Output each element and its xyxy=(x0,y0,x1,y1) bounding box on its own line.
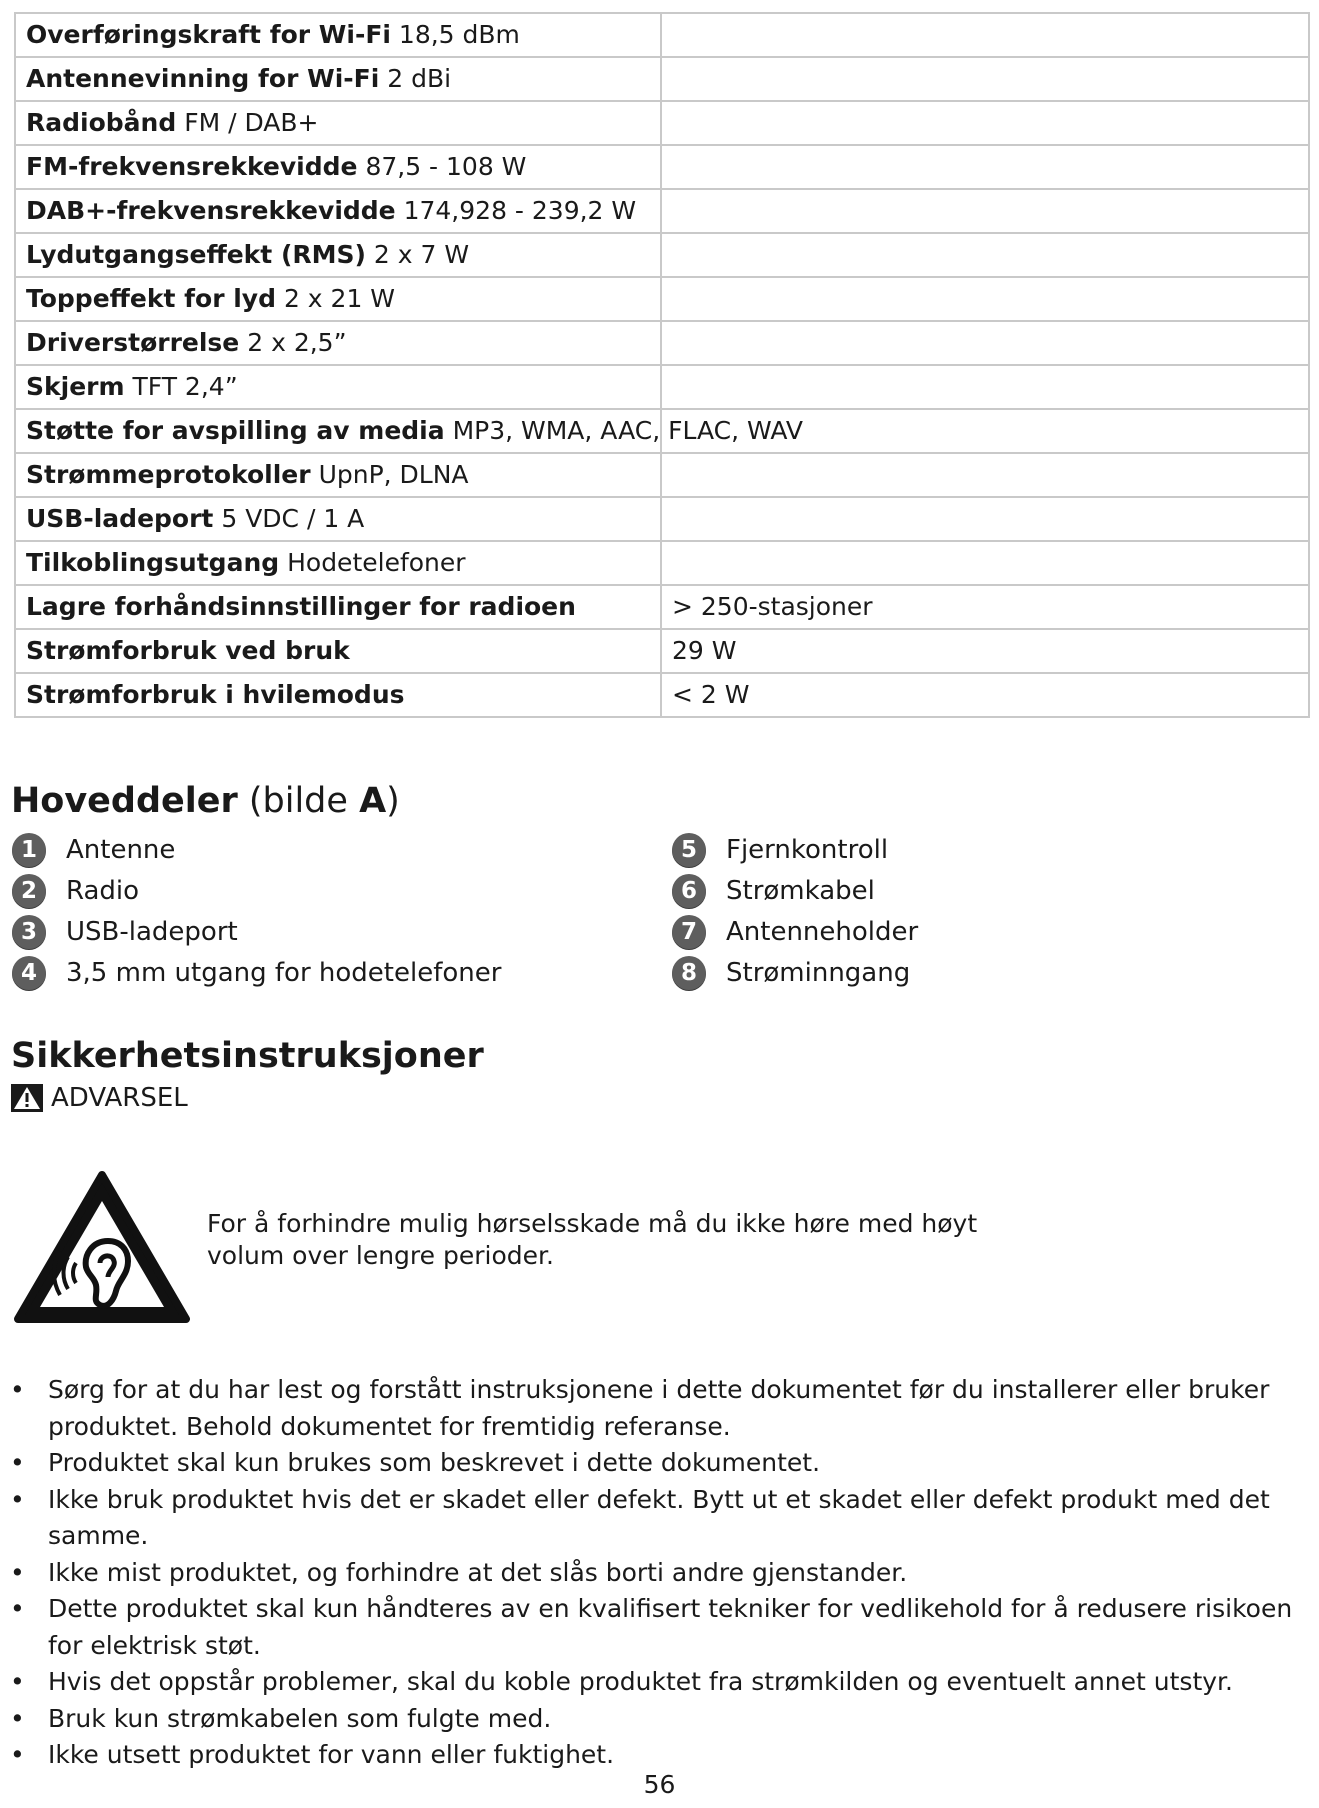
number-badge: 6 xyxy=(672,874,706,908)
spec-value: 2 x 21 W xyxy=(283,284,396,313)
spec-cell-empty xyxy=(661,277,1309,321)
heading-bold: Hoveddeler xyxy=(11,781,238,821)
spec-label: Strømmeprotokoller xyxy=(26,460,311,489)
spec-label: Radiobånd xyxy=(26,108,177,137)
spec-cell-empty xyxy=(661,453,1309,497)
part-label: USB-ladeport xyxy=(66,917,238,947)
list-item xyxy=(12,912,238,952)
spec-value-cell: > 250-stasjoner xyxy=(661,585,1309,629)
part-label: Strømkabel xyxy=(726,876,875,906)
spec-cell-empty xyxy=(661,365,1309,409)
list-item: • Ikke mist produktet, og forhindre at det slås borti andre gjenstander. xyxy=(8,1555,1308,1592)
hearing-damage-warning-icon xyxy=(12,1167,192,1327)
spec-cell-empty xyxy=(661,233,1309,277)
page-number: 56 xyxy=(643,1770,676,1799)
list-item xyxy=(672,871,875,911)
spec-cell xyxy=(15,189,661,233)
table-row xyxy=(15,629,1309,673)
spec-cell xyxy=(15,673,661,717)
spec-label: Toppeffekt for lyd xyxy=(26,284,276,313)
spec-label: USB-ladeport xyxy=(26,504,214,533)
table-row xyxy=(15,189,1309,233)
number-badge: 2 xyxy=(12,874,46,908)
warning-label: ADVARSEL xyxy=(51,1083,188,1113)
spec-cell xyxy=(15,145,661,189)
number-badge: 3 xyxy=(12,915,46,949)
part-label: Strøminngang xyxy=(726,958,911,988)
spec-label: Strømforbruk ved bruk xyxy=(26,636,350,665)
list-item xyxy=(672,953,910,993)
number-badge: 7 xyxy=(672,915,706,949)
spec-label: Skjerm xyxy=(26,372,125,401)
part-label: Radio xyxy=(66,876,140,906)
spec-cell xyxy=(15,13,661,57)
spec-table xyxy=(14,12,1310,718)
table-row xyxy=(15,453,1309,497)
spec-cell-empty xyxy=(661,497,1309,541)
spec-label: DAB+-frekvensrekkevidde xyxy=(26,196,396,225)
spec-cell xyxy=(15,629,661,673)
list-item xyxy=(12,871,139,911)
safety-list xyxy=(8,1372,1308,1774)
spec-label: Lydutgangseffekt (RMS) xyxy=(26,240,366,269)
list-item: • Sørg for at du har lest og forstått instruksjonene i dette dokumentet før du installerer eller bruker produktet. Behold dokumentet for fremtidig referanse. xyxy=(8,1372,1308,1445)
list-item xyxy=(672,830,888,870)
spec-cell xyxy=(15,497,661,541)
spec-cell-empty xyxy=(661,189,1309,233)
spec-cell xyxy=(15,585,661,629)
spec-label: Lagre forhåndsinnstillinger for radioen xyxy=(26,592,576,621)
heading-pre: (bilde xyxy=(237,781,360,821)
heading-post: ) xyxy=(386,781,400,821)
list-item: • Ikke utsett produktet for vann eller fuktighet. xyxy=(8,1737,1308,1774)
spec-cell xyxy=(15,453,661,497)
spec-label: Strømforbruk i hvilemodus xyxy=(26,680,405,709)
spec-value: 18,5 dBm xyxy=(398,20,520,49)
table-row xyxy=(15,541,1309,585)
list-item: • Produktet skal kun brukes som beskrevet i dette dokumentet. xyxy=(8,1445,1308,1482)
spec-value: MP3, WMA, AAC, FLAC, WAV xyxy=(452,416,803,445)
table-row xyxy=(15,585,1309,629)
list-item: • Hvis det oppstår problemer, skal du koble produktet fra strømkilden og eventuelt annet utstyr. xyxy=(8,1664,1308,1701)
spec-cell xyxy=(15,57,661,101)
spec-cell-empty xyxy=(661,321,1309,365)
spec-label: Antennevinning for Wi-Fi xyxy=(26,64,380,93)
spec-cell-empty xyxy=(661,145,1309,189)
list-item xyxy=(672,912,918,952)
hearing-line-1: For å forhindre mulig hørselsskade må du ikke høre med høyt xyxy=(207,1209,978,1238)
table-row xyxy=(15,13,1309,57)
spec-value: UpnP, DLNA xyxy=(318,460,469,489)
number-badge: 4 xyxy=(12,956,46,990)
spec-value-cell: < 2 W xyxy=(661,673,1309,717)
spec-label: Tilkoblingsutgang xyxy=(26,548,280,577)
spec-cell-empty xyxy=(661,13,1309,57)
spec-cell xyxy=(15,277,661,321)
part-label: Fjernkontroll xyxy=(726,835,889,865)
spec-label: FM-frekvensrekkevidde xyxy=(26,152,358,181)
spec-label: Overføringskraft for Wi-Fi xyxy=(26,20,391,49)
spec-value: 2 x 2,5” xyxy=(247,328,347,357)
spec-cell xyxy=(15,365,661,409)
list-item xyxy=(12,953,501,993)
safety-heading: Sikkerhetsinstruksjoner xyxy=(11,1036,484,1076)
table-row xyxy=(15,145,1309,189)
hearing-line-2: volum over lengre perioder. xyxy=(207,1241,554,1270)
spec-cell xyxy=(15,101,661,145)
spec-value: 5 VDC / 1 A xyxy=(221,504,365,533)
spec-cell xyxy=(15,541,661,585)
table-row xyxy=(15,57,1309,101)
table-row xyxy=(15,365,1309,409)
number-badge: 8 xyxy=(672,956,706,990)
spec-value: TFT 2,4” xyxy=(132,372,238,401)
spec-cell xyxy=(15,321,661,365)
spec-cell-empty xyxy=(661,101,1309,145)
spec-cell xyxy=(15,409,803,453)
spec-value: 87,5 - 108 W xyxy=(365,152,527,181)
list-item xyxy=(12,830,175,870)
warning-label-line xyxy=(11,1083,188,1113)
spec-value: Hodetelefoner xyxy=(287,548,466,577)
table-row xyxy=(15,101,1309,145)
table-row xyxy=(15,321,1309,365)
spec-cell-empty xyxy=(661,57,1309,101)
table-row xyxy=(15,233,1309,277)
table-row xyxy=(15,277,1309,321)
spec-value: 174,928 - 239,2 W xyxy=(403,196,637,225)
spec-value: 2 x 7 W xyxy=(373,240,470,269)
spec-value: 2 dBi xyxy=(387,64,452,93)
heading-letter: A xyxy=(359,781,387,821)
spec-label: Driverstørrelse xyxy=(26,328,240,357)
part-label: 3,5 mm utgang for hodetelefoner xyxy=(66,958,502,988)
spec-value-cell: 29 W xyxy=(661,629,1309,673)
list-item: • Dette produktet skal kun håndteres av en kvalifisert tekniker for vedlikehold for å redusere risikoen for elektrisk støt. xyxy=(8,1591,1308,1664)
warning-triangle-icon xyxy=(11,1084,43,1112)
spec-cell-empty xyxy=(661,541,1309,585)
list-item: • Ikke bruk produktet hvis det er skadet eller defekt. Bytt ut et skadet eller defekt produkt med det samme. xyxy=(8,1482,1308,1555)
part-label: Antenneholder xyxy=(726,917,919,947)
number-badge: 1 xyxy=(12,833,46,867)
table-row xyxy=(15,497,1309,541)
spec-cell xyxy=(15,233,661,277)
table-row xyxy=(15,409,1309,453)
table-row xyxy=(15,673,1309,717)
hearing-warning-text xyxy=(207,1208,987,1272)
main-parts-heading xyxy=(11,781,400,821)
part-label: Antenne xyxy=(66,835,176,865)
list-item: • Bruk kun strømkabelen som fulgte med. xyxy=(8,1701,1308,1738)
spec-value: FM / DAB+ xyxy=(184,108,319,137)
spec-label: Støtte for avspilling av media xyxy=(26,416,445,445)
number-badge: 5 xyxy=(672,833,706,867)
